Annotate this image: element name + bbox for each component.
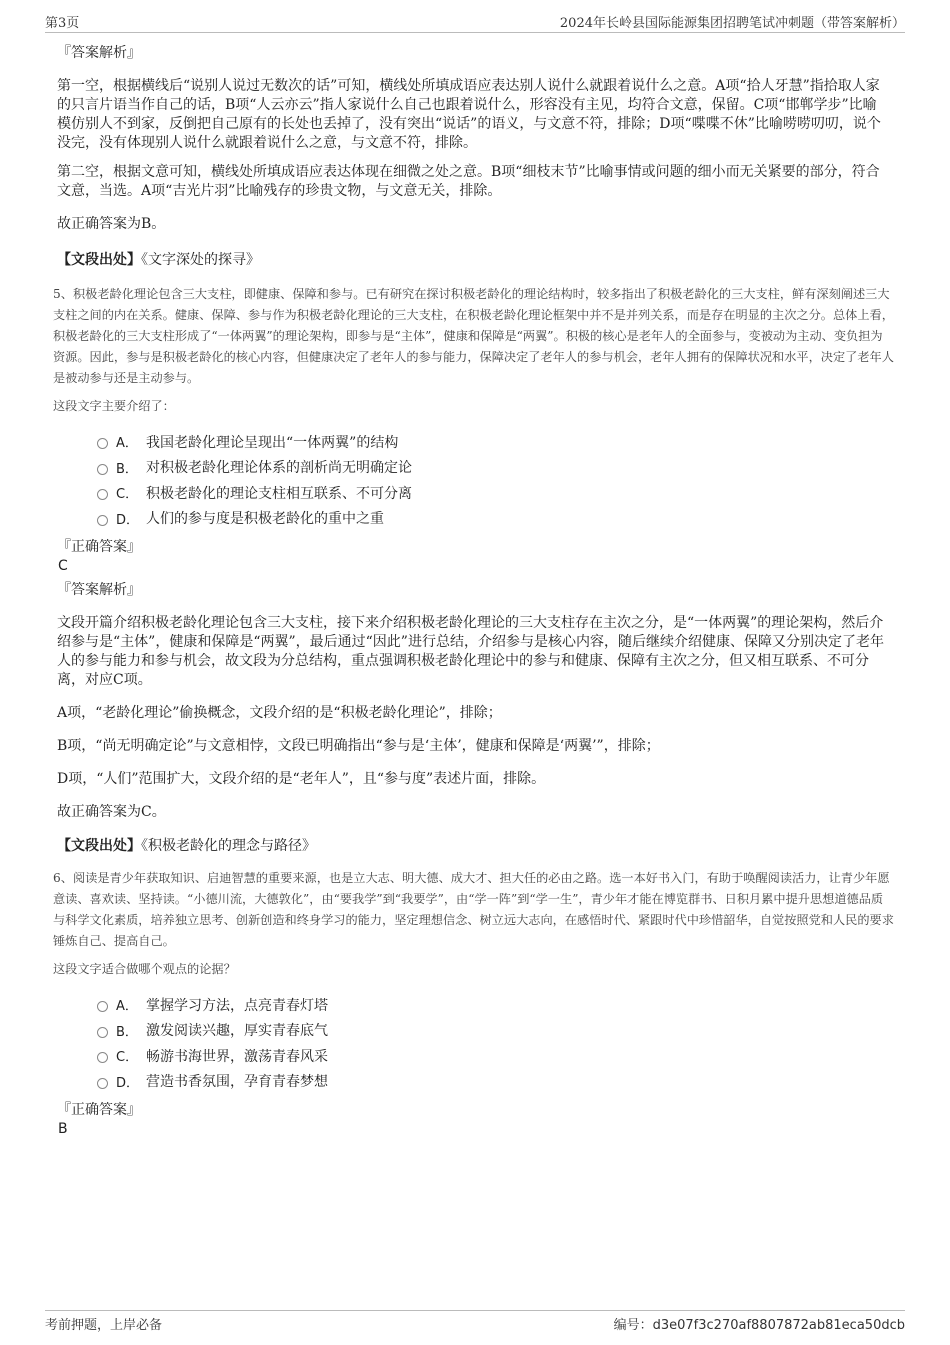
question-5-options: [57, 429, 888, 531]
correct-answer-label: 『正确答案』: [57, 539, 141, 555]
option-b[interactable]: B． 激发阅读兴趣，厚实青春底气: [97, 1018, 888, 1044]
source-title: 《积极老龄化的理念与路径》: [141, 838, 316, 854]
source-title: 《文字深处的探寻》: [141, 252, 260, 268]
option-a[interactable]: A． 掌握学习方法，点亮青春灯塔: [97, 992, 888, 1018]
question-5-prompt: 这段文字主要介绍了：: [53, 399, 175, 413]
radio-icon[interactable]: [97, 1052, 108, 1063]
analysis-label: 『答案解析』: [57, 45, 141, 61]
question-6-text: 6、阅读是青少年获取知识、启迪智慧的重要来源，也是立大志、明大德、成大才、担大任的必由之路。选一本好书入门，有助于唤醒阅读活力，让青少年愿意读、喜欢读、坚持读。“小德川流，大德敦化”，由“要我学”到“我要学”，由“学一阵”到“学一生”，青少年才能在博览群书、日积月累中提升思想道德品质与科学文化素质，培养独立思考、创新创造和终身学习的能力，坚定理想信念、树立远大志向，在感悟时代、紧跟时代中珍惜韶华，自觉按照党和人民的要求锤炼自己、提高自己。: [53, 871, 894, 948]
option-b[interactable]: B． 对积极老龄化理论体系的剖析尚无明确定论: [97, 455, 888, 481]
option-a[interactable]: A． 我国老龄化理论呈现出“一体两翼”的结构: [97, 429, 888, 455]
conclusion: 故正确答案为C。: [57, 804, 166, 820]
correct-answer: C: [58, 558, 68, 574]
radio-icon[interactable]: [97, 1027, 108, 1038]
radio-icon[interactable]: [97, 1001, 108, 1012]
radio-icon[interactable]: [97, 438, 108, 449]
question-6-prompt: 这段文字适合做哪个观点的论据？: [53, 962, 236, 976]
document-title: 2024年长岭县国际能源集团招聘笔试冲刺题（带答案解析）: [559, 16, 905, 31]
source-citation: [57, 836, 888, 856]
option-c[interactable]: C． 积极老龄化的理论支柱相互联系、不可分离: [97, 480, 888, 506]
option-c[interactable]: C． 畅游书海世界，激荡青春风采: [97, 1043, 888, 1069]
analysis-paragraph: B项，“尚无明确定论”与文意相悖，文段已明确指出“参与是‘主体’，健康和保障是‘两翼’”，排除；: [57, 738, 660, 754]
page-footer: [45, 1310, 905, 1336]
page-number: 第3页: [45, 16, 80, 31]
question-5-text: 5、积极老龄化理论包含三大支柱，即健康、保障和参与。已有研究在探讨积极老龄化的理论结构时，较多指出了积极老龄化的三大支柱，鲜有深刻阐述三大支柱之间的内在关系。健康、保障、参与作为积极老龄化理论的三大支柱，在积极老龄化理论框架中并不是并列关系，而是存在明显的主次之分。总体上看，积极老龄化的三大支柱形成了“一体两翼”的理论架构，即参与是“主体”，健康和保障是“两翼”。积极的核心是老年人的全面参与，变被动为主动、变负担为资源。因此，参与是积极老龄化的核心内容，但健康决定了老年人的参与能力，保障决定了老年人的参与机会，老年人拥有的保障状况和水平，决定了老年人是被动参与还是主动参与。: [53, 287, 894, 385]
source-citation: [57, 250, 888, 270]
page-content: [53, 44, 894, 1144]
analysis-paragraph: 文段开篇介绍积极老龄化理论包含三大支柱，接下来介绍积极老龄化理论的三大支柱存在主次之分，是“一体两翼”的理论架构，然后介绍参与是“主体”，健康和保障是“两翼”，最后通过“因此”进行总结，介绍参与是核心内容，随后继续介绍健康、保障又分别决定了老年人的参与能力和参与机会，故文段为分总结构，重点强调积极老龄化理论中的参与和健康、保障有主次之分，但又相互联系、不可分离，对应C项。: [57, 615, 884, 688]
analysis-paragraph: 第二空，根据文意可知，横线处所填成语应表达体现在细微之处之意。B项“细枝末节”比喻事情或问题的细小而无关紧要的部分，符合文意，当选。A项“吉光片羽”比喻残存的珍贵文物，与文意无关，排除。: [57, 164, 880, 199]
radio-icon[interactable]: [97, 1078, 108, 1089]
page-header: [45, 12, 905, 33]
analysis-paragraph: 第一空，根据横线后“说别人说过无数次的话”可知，横线处所填成语应表达别人说什么就跟着说什么之意。A项“拾人牙慧”指拾取人家的只言片语当作自己的话，B项“人云亦云”指人家说什么自己也跟着说什么，形容没有主见，均符合文意，保留。C项“邯郸学步”比喻模仿别人不到家，反倒把自己原有的长处也丢掉了，没有突出“说话”的语义，与文意不符，排除；D项“喋喋不休”比喻唠唠叨叨，说个没完，没有体现别人说什么就跟着说什么之意，与文意不符，排除。: [57, 78, 881, 151]
question-6-options: [57, 992, 888, 1094]
analysis-label: 『答案解析』: [57, 582, 141, 598]
source-label: 【文段出处】: [57, 838, 141, 854]
footer-slogan: 考前押题，上岸必备: [45, 1318, 163, 1333]
radio-icon[interactable]: [97, 515, 108, 526]
conclusion: 故正确答案为B。: [57, 216, 166, 232]
document-code: 编号：d3e07f3c270af8807872ab81eca50dcb: [613, 1318, 905, 1333]
correct-answer-label: 『正确答案』: [57, 1102, 141, 1118]
radio-icon[interactable]: [97, 489, 108, 500]
option-d[interactable]: D． 营造书香氛围，孕育青春梦想: [97, 1069, 888, 1095]
correct-answer: B: [58, 1121, 68, 1137]
source-label: 【文段出处】: [57, 252, 141, 268]
radio-icon[interactable]: [97, 464, 108, 475]
option-d[interactable]: D． 人们的参与度是积极老龄化的重中之重: [97, 506, 888, 532]
analysis-paragraph: A项，“老龄化理论”偷换概念，文段介绍的是“积极老龄化理论”，排除；: [57, 705, 502, 721]
analysis-paragraph: D项，“人们”范围扩大，文段介绍的是“老年人”，且“参与度”表述片面，排除。: [57, 771, 546, 787]
